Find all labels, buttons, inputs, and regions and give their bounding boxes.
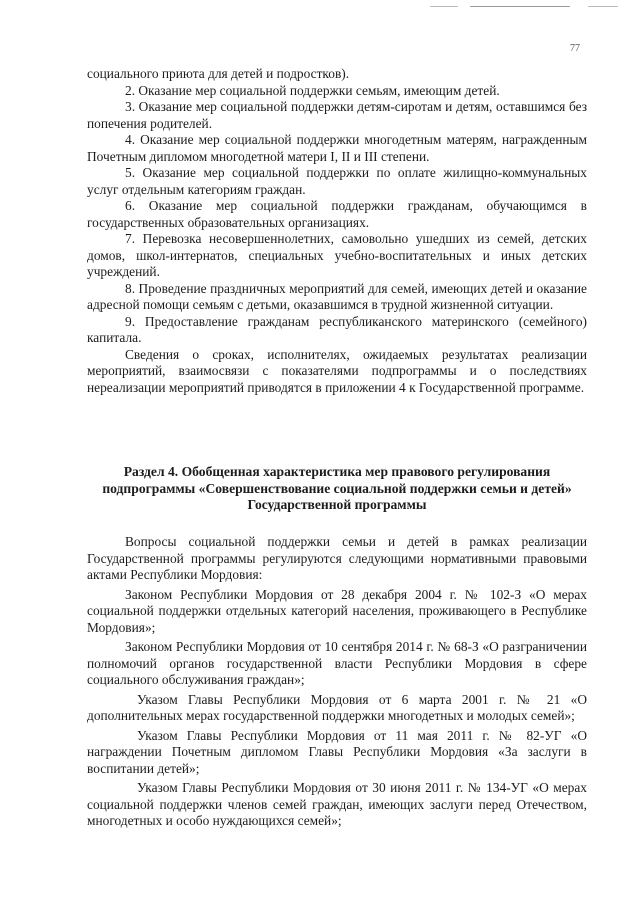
page-number: 77 — [570, 43, 580, 54]
scan-artifact — [430, 6, 458, 7]
list-item: 5. Оказание мер социальной поддержки по оплате жилищно-коммунальных услуг отдельным категориям граждан. — [87, 165, 587, 197]
paragraph: Законом Республики Мордовия от 10 сентября 2014 г. № 68-З «О разграничении полномочий органов государственной власти Республики Мордовия в сфере социального обслуживания граждан»; — [87, 639, 587, 687]
scan-artifact — [470, 6, 570, 7]
list-item: 8. Проведение праздничных мероприятий для семей, имеющих детей и оказание адресной помощи семьям с детьми, оказавшимся в трудной жизненной ситуации. — [87, 280, 587, 312]
list-item: 9. Предоставление гражданам республиканского материнского (семейного) капитала. — [87, 313, 587, 345]
paragraph: Законом Республики Мордовия от 28 декабря 2004 г. № 102-З «О мерах социальной поддержки отдельных категорий населения, проживающего в Республике Мордовия»; — [87, 586, 587, 635]
paragraph: социального приюта для детей и подростков). — [87, 66, 350, 81]
paragraph: Указом Главы Республики Мордовия от 30 июня 2011 г. № 134-УГ «О мерах социальной поддержки членов семей граждан, имеющих заслуги перед Отечеством, многодетных и особо нуждающихся семей»; — [87, 780, 587, 828]
text-block-top — [87, 66, 587, 396]
scan-artifact — [588, 6, 618, 7]
list-item: 4. Оказание мер социальной поддержки многодетным матерям, награжденным Почетным дипломом многодетной матери I, II и III степени. — [87, 132, 587, 164]
list-item: 6. Оказание мер социальной поддержки гражданам, обучающимся в государственных образовательных организациях. — [87, 198, 587, 230]
list-item: 2. Оказание мер социальной поддержки семьям, имеющим детей. — [125, 82, 500, 98]
paragraph: Указом Главы Республики Мордовия от 6 марта 2001 г. № 21 «О дополнительных мерах государственной поддержки многодетных и молодых семей»; — [87, 691, 587, 723]
paragraph: Указом Главы Республики Мордовия от 11 мая 2011 г. № 82-УГ «О награждении Почетным дипломом Главы Республики Мордовия «За заслуги в воспитании детей»; — [87, 727, 587, 776]
section-title: Раздел 4. Обобщенная характеристика мер правового регулирования подпрограммы «Совершенствование социальной поддержки семьи и детей» Государственной программы — [102, 464, 572, 512]
paragraph: Сведения о сроках, исполнителях, ожидаемых результатах реализации мероприятий, взаимосвязи с показателями подпрограммы и о последствиях нереализации мероприятий приводятся в приложении 4 к Государственной программе. — [87, 346, 587, 395]
text-block-bottom — [87, 534, 587, 833]
list-item: 3. Оказание мер социальной поддержки детям-сиротам и детям, оставшимся без попечения родителей. — [87, 99, 587, 131]
list-item: 7. Перевозка несовершеннолетних, самовольно ушедших из семей, детских домов, школ-интернатов, специальных учебно-воспитательных и иных детских учреждений. — [87, 231, 587, 279]
paragraph: Вопросы социальной поддержки семьи и детей в рамках реализации Государственной программы регулируются следующими нормативными правовыми актами Республики Мордовия: — [87, 534, 587, 582]
